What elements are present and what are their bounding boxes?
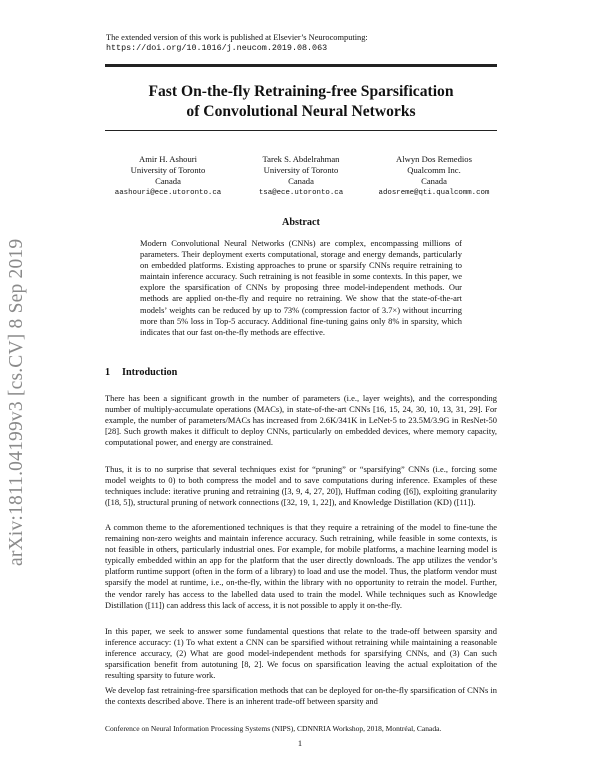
page-number: 1 <box>297 738 303 748</box>
doi-link[interactable]: https://doi.org/10.1016/j.neucom.2019.08.063 <box>106 43 328 53</box>
section-title: Introduction <box>122 367 178 378</box>
section-heading <box>105 367 177 378</box>
author-email[interactable]: adosreme@qti.qualcomm.com <box>378 188 490 197</box>
publication-note <box>106 32 368 54</box>
author-2 <box>235 154 367 199</box>
author-block <box>105 154 497 198</box>
arxiv-identifier-stamp: arXiv:1811.04199v3 [cs.CV] 8 Sep 2019 <box>6 238 27 566</box>
publication-note-text: The extended version of this work is published at Elsevier’s Neurocomputing: <box>106 33 368 42</box>
section-number: 1 <box>105 367 111 378</box>
author-email[interactable]: tsa@ece.utoronto.ca <box>258 188 344 197</box>
conference-footnote: Conference on Neural Information Processing Systems (NIPS), CDNNRIA Workshop, 2018, Montréal, Canada. <box>105 724 442 733</box>
body-paragraph: We develop fast retraining-free sparsification methods that can be deployed for on-the-fly sparsification of CNNs in the contexts described above. There is an inherent trade-off between sparsity and <box>105 685 497 707</box>
author-name: Alwyn Dos Remedios <box>396 154 472 164</box>
author-affiliation: University of Toronto <box>130 165 206 176</box>
author-name: Amir H. Ashouri <box>138 154 197 164</box>
body-paragraph: There has been a significant growth in the number of parameters (i.e., layer weights), and the corresponding number of multiply-accumulate operations (MACs), in state-of-the-art CNNs [16, 15, 24, 30, 10, 13, 31, 29]. For example, the number of parameters/MACs has increased from 2.6K/341K in LeNet-5 to 23.5M/3.9G in ResNet-50 [28]. Such growth makes it difficult to deploy CNNs, particularly on embedded devices, where memory capacity, computational power, and energy are constrained. <box>105 393 497 448</box>
body-paragraph: A common theme to the aforementioned techniques is that they require a retraining of the model to fine-tune the remaining non-zero weights and maintain inference accuracy. Such retraining, while feasible in some contexts, is not feasible in others, particularly industrial ones. For example, for mobile platforms, a machine learning model is typically embedded within an app for the platform that the user directly downloads. The app utilizes the vendor’s platform runtime support (often in the form of a library) to load and use the model. Thus, the platform vendor must sparsify the model at runtime, i.e., on-the-fly, within the library with no opportunity to retrain the model. Further, the vendor rarely has access to the labelled data used to train the model. While techniques such as Knowledge Distillation ([11]) can address this lack of access, it is not possible to apply it on-the-fly. <box>105 522 497 610</box>
author-3 <box>371 154 497 199</box>
author-country: Canada <box>288 176 314 187</box>
title-line-2: of Convolutional Neural Networks <box>186 103 416 120</box>
author-1 <box>105 154 231 199</box>
author-name: Tarek S. Abdelrahman <box>262 154 340 164</box>
paper-title <box>105 82 497 122</box>
body-paragraph: Thus, it is to no surprise that several techniques exist for “pruning” or “sparsifying” CNNs (i.e., forcing some model weights to 0) to both compress the model and to save computations during inference. Examples of these techniques include: iterative pruning and retraining ([3, 9, 4, 27, 20]), Huffman coding ([6]), exploiting granularity ([18, 5]), structural pruning of network connections ([32, 19, 1, 22]), and Knowledge Distillation (KD) ([11]). <box>105 464 497 508</box>
author-affiliation: Qualcomm Inc. <box>407 165 461 176</box>
title-bottom-rule <box>105 130 497 131</box>
title-line-1: Fast On-the-fly Retraining-free Sparsification <box>148 83 454 100</box>
author-affiliation: University of Toronto <box>263 165 339 176</box>
author-country: Canada <box>421 176 447 187</box>
abstract-text: Modern Convolutional Neural Networks (CNNs) are complex, encompassing millions of parameters. Their deployment exerts computational, storage and energy demands, particularly on embedded platforms. Existing approaches to prune or sparsify CNNs require retraining to maintain inference accuracy. Such retraining is not feasible in some contexts. In this paper, we explore the sparsification of CNNs by proposing three model-independent methods. Our methods are applied on-the-fly and require no retraining. We show that the state-of-the-art models’ weights can be reduced by up to 73% (compression factor of 3.7×) without incurring more than 5% loss in Top-5 accuracy. Additional fine-tuning gains only 8% in sparsity, which indicates that our fast on-the-fly methods are effective. <box>140 238 462 337</box>
author-email[interactable]: aashouri@ece.utoronto.ca <box>114 188 222 197</box>
body-paragraph: In this paper, we seek to answer some fundamental questions that relate to the trade-off between sparsity and inference accuracy: (1) To what extent a CNN can be sparsified without retraining while maintaining a reasonable inference accuracy, (2) What are good model-independent methods for sparsifying CNNs, and (3) Can such sparsification benefit from autotuning [8, 2]. We focus on sparsification leaving the actual exploitation of the resulting sparsity to future work. <box>105 626 497 681</box>
title-top-rule <box>105 64 497 67</box>
author-country: Canada <box>155 176 181 187</box>
abstract-heading: Abstract <box>282 217 320 228</box>
